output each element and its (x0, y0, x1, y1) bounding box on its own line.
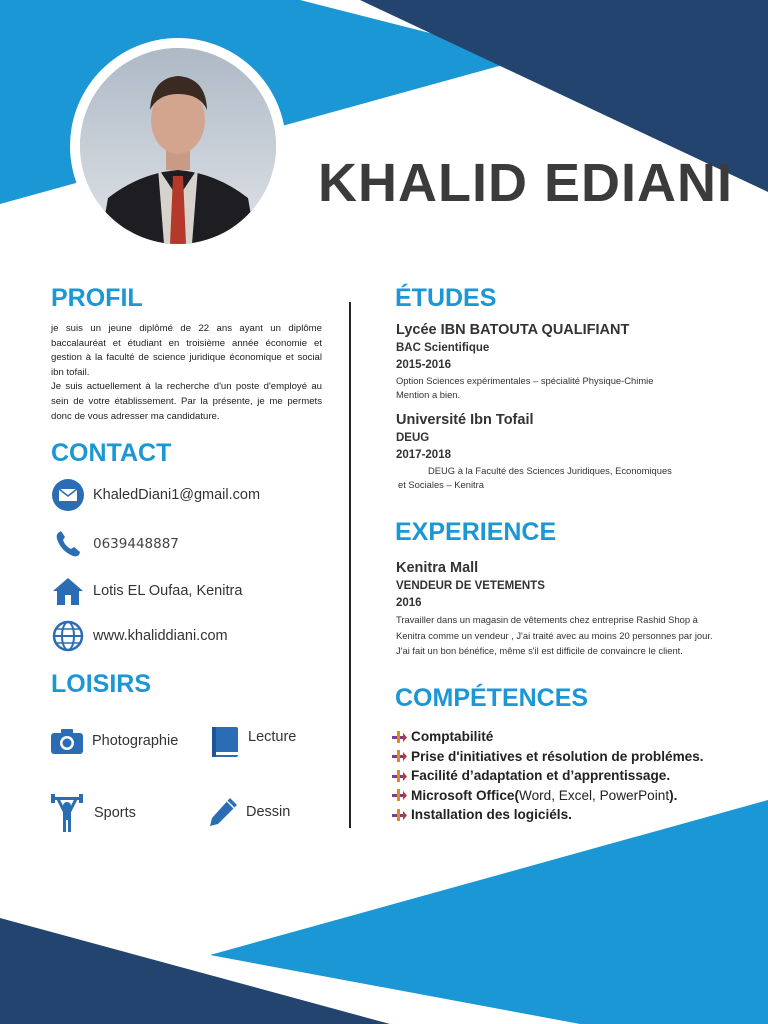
experience-entry (396, 559, 716, 659)
weightlifter-icon (50, 793, 84, 833)
hobby-sports (50, 793, 136, 833)
skill-item (391, 786, 704, 806)
school-name: Université Ibn Tofail (396, 412, 534, 428)
bottom-right-blue-shape (210, 800, 768, 1024)
skill-label: Comptabilité (411, 729, 494, 745)
hobby-dessin (206, 795, 290, 829)
company-name: Kenitra Mall (396, 560, 479, 576)
hobby-label: Dessin (246, 804, 291, 820)
job-description: Travailler dans un magasin de vêtements chez entreprise Rashid Shop à Kenitra comme un vendeur , J'ai traité avec au moins 20 personnes par jour. J'ai fait un bon bénéfice, même s'il est difficile de convaincre le client. (396, 614, 713, 656)
school-name: Lycée IBN BATOUTA QUALIFIANT (396, 322, 630, 338)
candidate-name: KHALID EDIANI (318, 153, 733, 213)
experience-heading: EXPERIENCE (395, 518, 557, 546)
skill-label: Prise d'initiatives et résolution de problémes. (411, 748, 704, 764)
degree: DEUG (396, 432, 430, 444)
bullet-icon (391, 730, 408, 744)
email-icon (51, 478, 85, 512)
contact-email[interactable]: KhaledDiani1@gmail.com (93, 487, 261, 503)
hobby-label: Sports (94, 805, 136, 821)
description-line: Option Sciences expérimentales – spécialité Physique-Chimie (396, 375, 654, 386)
contact-website-row[interactable] (51, 619, 228, 653)
etudes-entry-1 (396, 321, 726, 402)
contact-website[interactable]: www.khaliddiani.com (93, 628, 228, 644)
hobby-label: Lecture (248, 729, 297, 745)
contact-email-row[interactable] (51, 478, 260, 512)
home-icon (51, 574, 85, 608)
skill-item (391, 727, 704, 747)
description-line: Mention a bien. (396, 389, 461, 400)
competences-heading: COMPÉTENCES (395, 684, 589, 712)
degree: BAC Scientifique (396, 342, 490, 354)
etudes-entry-2 (396, 411, 726, 492)
phone-icon (51, 527, 85, 561)
pencil-icon (206, 795, 240, 829)
hobby-photographie (50, 726, 178, 756)
skill-end: ). (669, 787, 678, 803)
contact-phone-row[interactable] (51, 527, 179, 561)
bullet-icon (391, 788, 408, 802)
skill-label: Microsoft Office( (411, 787, 519, 803)
contact-address: Lotis EL Oufaa, Kenitra (93, 583, 243, 599)
profil-text (51, 322, 322, 424)
profil-paragraph-1: je suis un jeune diplômé de 22 ans ayant un diplôme baccalauréat et étudiant en troisième année économie et gestion à la faculté de science juridique économique et social ibn tofail. (51, 323, 322, 378)
skill-item (391, 805, 704, 825)
globe-icon (51, 619, 85, 653)
bullet-icon (391, 769, 408, 783)
profile-photo (80, 48, 276, 244)
job-role: VENDEUR DE VETEMENTS (396, 580, 545, 592)
camera-icon (50, 726, 84, 756)
etudes-heading: ÉTUDES (395, 284, 497, 312)
skill-detail: Word, Excel, PowerPoint (519, 787, 670, 803)
skill-label: Installation des logiciéls. (411, 807, 572, 823)
hobby-lecture (210, 725, 296, 759)
years: 2015-2016 (396, 359, 451, 371)
description-line: DEUG à la Faculté des Sciences Juridiques, Economiques (428, 465, 672, 476)
loisirs-heading: LOISIRS (51, 670, 152, 698)
hobby-label: Photographie (92, 733, 179, 749)
contact-address-row (51, 574, 242, 608)
contact-heading: CONTACT (51, 439, 172, 467)
description-line: et Sociales – Kenitra (398, 479, 484, 490)
profil-paragraph-2: Je suis actuellement à la recherche d'un poste d'employé au sein de votre établissement. Par la présente, je me permets donc de vous adresser ma candidature. (51, 381, 322, 422)
profil-heading: PROFIL (51, 284, 143, 312)
skill-item (391, 747, 704, 767)
bullet-icon (391, 749, 408, 763)
years: 2017-2018 (396, 449, 451, 461)
job-year: 2016 (396, 597, 422, 609)
book-icon (210, 725, 240, 759)
skills-list (391, 727, 704, 825)
skill-item (391, 766, 704, 786)
contact-phone[interactable]: 0639448887 (93, 536, 179, 552)
column-divider (349, 302, 351, 828)
skill-label: Facilité d’adaptation et d’apprentissage. (411, 768, 671, 784)
bullet-icon (391, 808, 408, 822)
